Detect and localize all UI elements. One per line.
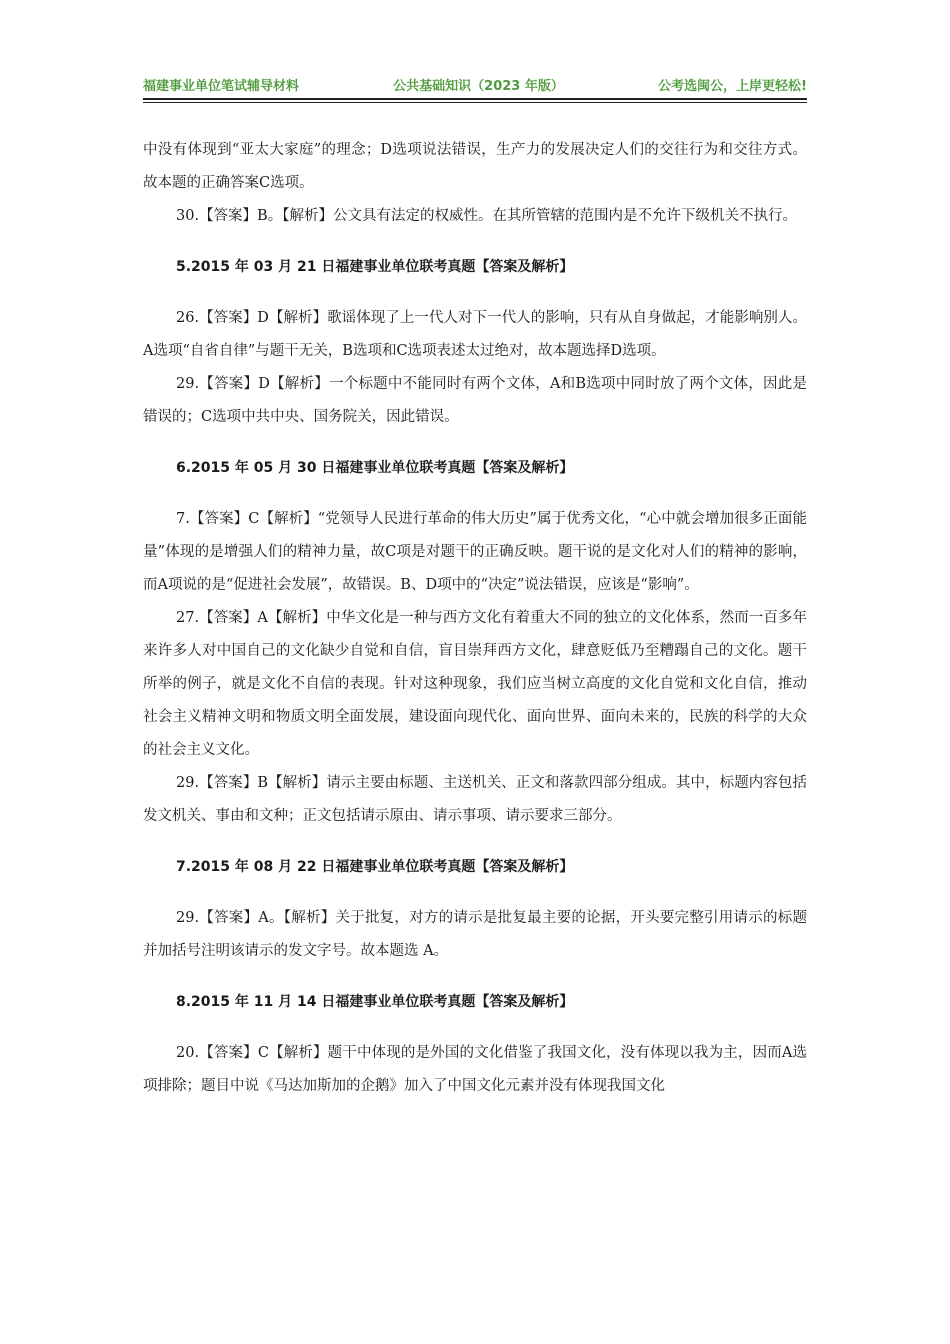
section-heading: 5.2015 年 03 月 21 日福建事业单位联考真题【答案及解析】 [176, 259, 574, 275]
header-divider-thin [143, 102, 807, 103]
paragraph: 7.【答案】C【解析】“党领导人民进行革命的伟大历史”属于优秀文化，“心中就会增加很多正面能量”体现的是增强人们的精神力量，故C项是对题干的正确反映。题干说的是文化对人们的精神的影响，而A项说的是“促进社会发展”，故错误。B、D项中的“决定”说法错误，应该是“影响”。 [143, 511, 807, 593]
section-heading: 8.2015 年 11 月 14 日福建事业单位联考真题【答案及解析】 [176, 994, 574, 1010]
header-divider-thick [143, 98, 807, 100]
paragraph: 30.【答案】B。【解析】公文具有法定的权威性。在其所管辖的范围内是不允许下级机关不执行。 [176, 208, 797, 224]
page-header [143, 70, 807, 98]
paragraph: 29.【答案】B【解析】请示主要由标题、主送机关、正文和落款四部分组成。其中，标题内容包括发文机关、事由和文种；正文包括请示原由、请示事项、请示要求三部分。 [143, 775, 807, 824]
section-heading: 6.2015 年 05 月 30 日福建事业单位联考真题【答案及解析】 [176, 460, 574, 476]
header-right-slogan: 公考选闽公，上岸更轻松! [658, 78, 807, 94]
paragraph: 29.【答案】D【解析】一个标题中不能同时有两个文体，A和B选项中同时放了两个文体，因此是错误的；C选项中共中央、国务院关，因此错误。 [143, 376, 807, 425]
paragraph: 中没有体现到“亚太大家庭”的理念；D选项说法错误，生产力的发展决定人们的交往行为和交往方式。故本题的正确答案C选项。 [143, 142, 807, 191]
header-left-title: 福建事业单位笔试辅导材料 [143, 78, 300, 94]
document-body [143, 134, 807, 1103]
paragraph: 26.【答案】D【解析】歌谣体现了上一代人对下一代人的影响，只有从自身做起，才能影响别人。A选项“自省自律”与题干无关，B选项和C选项表述太过绝对，故本题选择D选项。 [143, 310, 807, 359]
paragraph: 27.【答案】A【解析】中华文化是一种与西方文化有着重大不同的独立的文化体系，然而一百多年来许多人对中国自己的文化缺少自觉和自信，盲目崇拜西方文化，肆意贬低乃至糟蹋自己的文化。题干所举的例子，就是文化不自信的表现。针对这种现象，我们应当树立高度的文化自觉和文化自信，推动社会主义精神文明和物质文明全面发展，建设面向现代化、面向世界、面向未来的，民族的科学的大众的社会主义文化。 [143, 610, 807, 758]
paragraph: 29.【答案】A。【解析】关于批复，对方的请示是批复最主要的论据，开头要完整引用请示的标题并加括号注明该请示的发文字号。故本题选 A。 [143, 910, 807, 959]
paragraph: 20.【答案】C【解析】题干中体现的是外国的文化借鉴了我国文化，没有体现以我为主，因而A选项排除；题目中说《马达加斯加的企鹅》加入了中国文化元素并没有体现我国文化 [143, 1045, 807, 1094]
header-center-title: 公共基础知识（2023 年版） [393, 78, 564, 94]
section-heading: 7.2015 年 08 月 22 日福建事业单位联考真题【答案及解析】 [176, 859, 574, 875]
